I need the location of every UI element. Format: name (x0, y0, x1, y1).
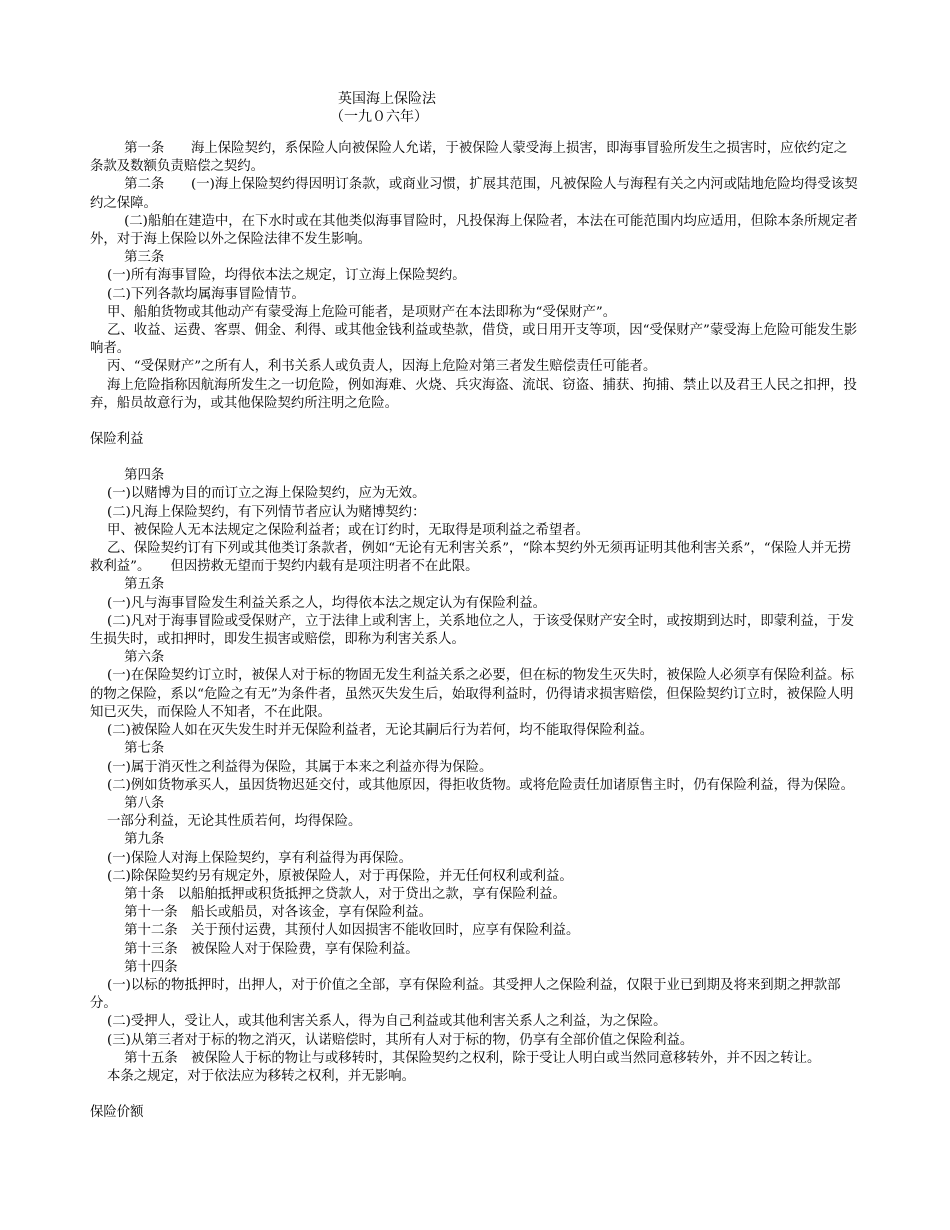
paragraph: (一)所有海事冒险，均得依本法之规定，订立海上保险契约。 (90, 268, 466, 284)
document-subtitle: （一九０六年） (330, 109, 428, 125)
paragraph: (一)保险人对海上保险契约，享有利益得为再保险。 (90, 850, 413, 866)
paragraph: 第五条 (90, 577, 165, 593)
paragraph: 本条之规定，对于依法应为移转之权利，并无影响。 (90, 1068, 416, 1084)
paragraph: (一)在保险契约订立时，被保人对于标的物固无发生利益关系之必要，但在标的物发生灭失时，被保险人必须享有保险利益。标的物之保险，系以“危险之有无”为条件者，虽然灭失发生后，始取得利益时，仍得请求损害赔偿，但保险契约订立时，被保险人明知已灭失，而保险人不知者，不在此限。 (90, 668, 854, 720)
paragraph: 乙、收益、运费、客票、佣金、利得、或其他金钱利益或垫款，借贷，或日用开支等项，因“受保财产”蒙受海上危险可能发生影响者。 (90, 323, 858, 357)
paragraph: 第十条 以船舶抵押或积货抵押之贷款人，对于贷出之款，享有保险利益。 (90, 886, 566, 902)
paragraph: 第十四条 (90, 959, 178, 975)
paragraph: 海上危险指称因航海所发生之一切危险，例如海难、火烧、兵灾海盗、流氓、窃盗、捕获、拘捕、禁止以及君王人民之扣押，投弃，船员故意行为，或其他保险契约所注明之危险。 (90, 377, 857, 411)
paragraph: 第六条 (90, 650, 165, 666)
paragraph: (一)凡与海事冒险发生利益关系之人，均得依本法之规定认为有保险利益。 (90, 595, 546, 611)
paragraph: 第四条 (90, 468, 165, 484)
paragraph: 甲、被保险人无本法规定之保险利益者；或在订约时，无取得是项利益之希望者。 (90, 522, 590, 538)
paragraph: 第二条 (一)海上保险契约得因明订条款，或商业习惯，扩展其范围，凡被保险人与海程有关之内河或陆地危险均得受该契约之保障。 (90, 177, 858, 211)
paragraph: (一)以赌博为目的而订立之海上保险契约，应为无效。 (90, 486, 426, 502)
paragraph: 丙、“受保财产”之所有人，利书关系人或负责人，因海上危险对第三者发生赔偿责任可能者。 (90, 359, 657, 375)
paragraph: 第八条 (90, 795, 165, 811)
paragraph: (二)凡海上保险契约，有下列情节者应认为赌博契约： (90, 504, 426, 520)
paragraph: (二)除保险契约另有规定外，原被保险人，对于再保险，并无任何权利或利益。 (90, 868, 573, 884)
paragraph: (二)船舶在建造中，在下水时或在其他类似海事冒险时，凡投保海上保险者，本法在可能范围内均应适用，但除本条所规定者外，对于海上保险以外之保险法律不发生影响。 (90, 213, 858, 248)
paragraph: 第七条 (90, 741, 165, 757)
document-body (90, 140, 860, 1122)
paragraph: 第十二条 关于预付运费，其预付人如因损害不能收回时，应享有保险利益。 (90, 923, 580, 939)
paragraph: 甲、船舶货物或其他动产有蒙受海上危险可能者，是项财产在本法即称为“受保财产”。 (90, 304, 617, 320)
paragraph: (二)下列各款均属海事冒险情节。 (90, 286, 305, 302)
section-heading: 保险利益 (90, 432, 144, 448)
section-heading: 保险价额 (90, 1105, 144, 1121)
paragraph: 第十三条 被保险人对于保险费，享有保险利益。 (90, 941, 419, 957)
paragraph: 第十一条 船长或船员，对各该金，享有保险利益。 (90, 905, 433, 921)
paragraph: (二)凡对于海事冒险或受保财产，立于法律上或利害上，关系地位之人，于该受保财产安全时，或按期到达时，即蒙利益，于发生损失时，或扣押时，即发生损害或赔偿，即称为利害关系人。 (90, 613, 854, 648)
paragraph: 乙、保险契约订有下列或其他类订条款者，例如“无论有无利害关系”，“除本契约外无须再证明其他利害关系”，“保险人并无捞救利益”。 但因捞救无望而于契约内载有是项注明者不在此限。 (90, 541, 851, 575)
paragraph: 一部分利益，无论其性质若何，均得保险。 (90, 814, 362, 830)
paragraph: 第三条 (90, 250, 165, 266)
paragraph: (二)例如货物承买人，虽因货物迟延交付，或其他原因，得拒收货物。或将危险责任加诸原售主时，仍有保险利益，得为保险。 (90, 777, 854, 793)
paragraph: (二)被保险人如在灭失发生时并无保险利益者，无论其嗣后行为若何，均不能取得保险利益。 (90, 723, 654, 739)
document-title: 英国海上保险法 (338, 91, 436, 107)
paragraph: 第一条 海上保险契约，系保险人向被保险人允诺，于被保险人蒙受海上损害，即海事冒验所发生之损害时，应依约定之条款及数额负责赔偿之契约。 (90, 141, 848, 175)
paragraph: 第九条 (90, 832, 165, 848)
paragraph: (一)属于消灭性之利益得为保险，其属于本来之利益亦得为保险。 (90, 759, 493, 775)
paragraph: (一)以标的物抵押时，出押人，对于价值之全部，享有保险利益。其受押人之保险利益，仅限于业已到期及将来到期之押款部分。 (90, 977, 841, 1012)
paragraph: 第十五条 被保险人于标的物让与或移转时，其保险契约之权利，除于受让人明白或当然同意移转外，并不因之转让。 (90, 1050, 821, 1066)
paragraph: (三)从第三者对于标的物之消灭，认诺赔偿时，其所有人对于标的物，仍享有全部价值之保险利益。 (90, 1032, 694, 1048)
paragraph: (二)受押人，受让人，或其他利害关系人，得为自己利益或其他利害关系人之利益，为之保险。 (90, 1014, 667, 1030)
